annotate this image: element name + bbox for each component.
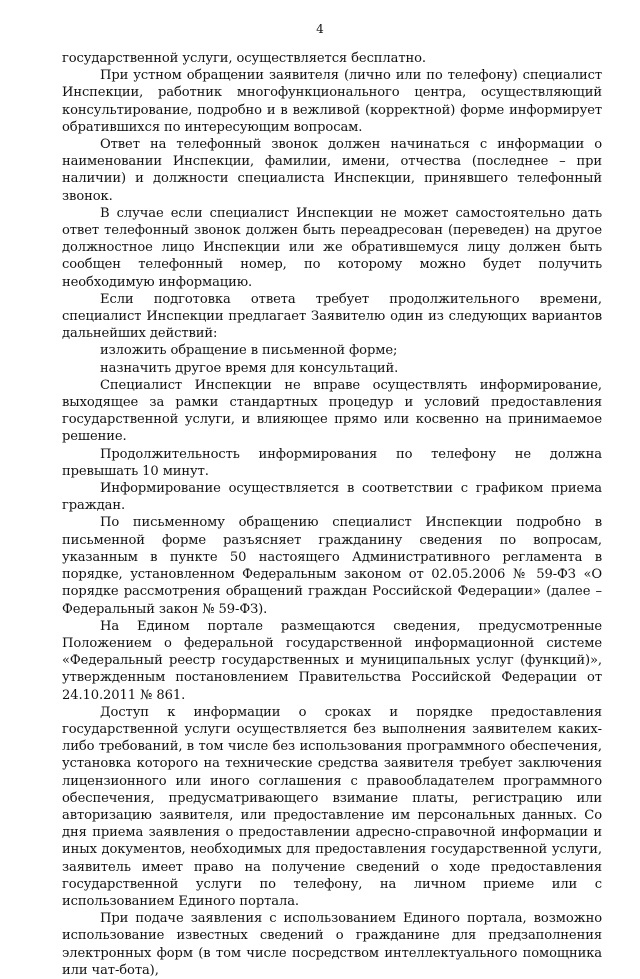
list-item-other-time: назначить другое время для консультаций. [100, 360, 399, 376]
paragraph-call-redirect: В случае если специалист Инспекции не может самостоятельно дать ответ телефонный звонок должен быть переадресован (переведен) на другое должностное лицо Инспекции или же обратившемуся лицу должен быть сообщен телефонный номер, по которому можно будет получить необходимую информацию. [62, 205, 602, 290]
paragraph-long-preparation: Если подготовка ответа требует продолжительного времени, специалист Инспекции предлагает Заявителю один из следующих вариантов дальнейших действий: [62, 291, 602, 342]
paragraph-information-access: Доступ к информации о сроках и порядке предоставления государственной услуги осуществляется без выполнения заявителем каких- либо требований, в том числе без использования программного обеспечения, установка которого на технические средства заявителя требует заключения лицензионного или иного соглашения с правообладателем программного обеспечения, предусматривающего взимание платы, регистрацию или авторизацию заявителя, или предоставление им персональных данных. Со дня приема заявления о предоставлении адресно-справочной информации и иных документов, необходимых для предоставления государственной услуги, заявитель имеет право на получение сведений о ходе предоставления государственной услуги по телефону, на личном приеме или с использованием Единого портала. [62, 704, 602, 909]
paragraph-schedule: Информирование осуществляется в соответствии с графиком приема граждан. [62, 481, 602, 514]
document-body [62, 50, 602, 979]
paragraph-restrictions: Специалист Инспекции не вправе осуществлять информирование, выходящее за рамки стандартных процедур и условий предоставления государственной услуги, и влияющее прямо или косвенно на принимаемое решение. [62, 377, 602, 445]
list-item-written-form: изложить обращение в письменной форме; [100, 343, 398, 359]
paragraph-unified-portal: На Едином портале размещаются сведения, предусмотренные Положением о федеральной государственной информационной системе «Федеральный реестр государственных и муниципальных услуг (функций)», утвержденным постановлением Правительства Российской Федерации от 24.10.2011 № 861. [62, 618, 602, 703]
paragraph-portal-application: При подаче заявления с использованием Единого портала, возможно использование известных сведений о гражданине для предзаполнения электронных форм (в том числе посредством интеллектуального помощника или чат-бота), [62, 911, 602, 978]
paragraph-oral-request: При устном обращении заявителя (лично или по телефону) специалист Инспекции, работник многофункционального центра, осуществляющий консультирование, подробно и в вежливой (корректной) форме информирует обратившихся по интересующим вопросам. [62, 68, 602, 135]
paragraph-phone-answer: Ответ на телефонный звонок должен начинаться с информации о наименовании Инспекции, фамилии, имени, отчества (последнее – при наличии) и должности специалиста Инспекции, принявшего телефонный звонок. [62, 137, 602, 204]
paragraph-duration: Продолжительность информирования по телефону не должна превышать 10 минут. [62, 446, 602, 479]
page-number: 4 [316, 22, 324, 36]
paragraph-written-request: По письменному обращению специалист Инспекции подробно в письменной форме разъясняет гражданину сведения по вопросам, указанным в пункте 50 настоящего Административного регламента в порядке, установленном Федеральным законом от 02.05.2006 № 59-ФЗ «О порядке рассмотрения обращений граждан Российской Федерации» (далее – Федеральный закон № 59-ФЗ). [62, 515, 602, 617]
paragraph-continuation: государственной услуги, осуществляется бесплатно. [62, 51, 426, 66]
